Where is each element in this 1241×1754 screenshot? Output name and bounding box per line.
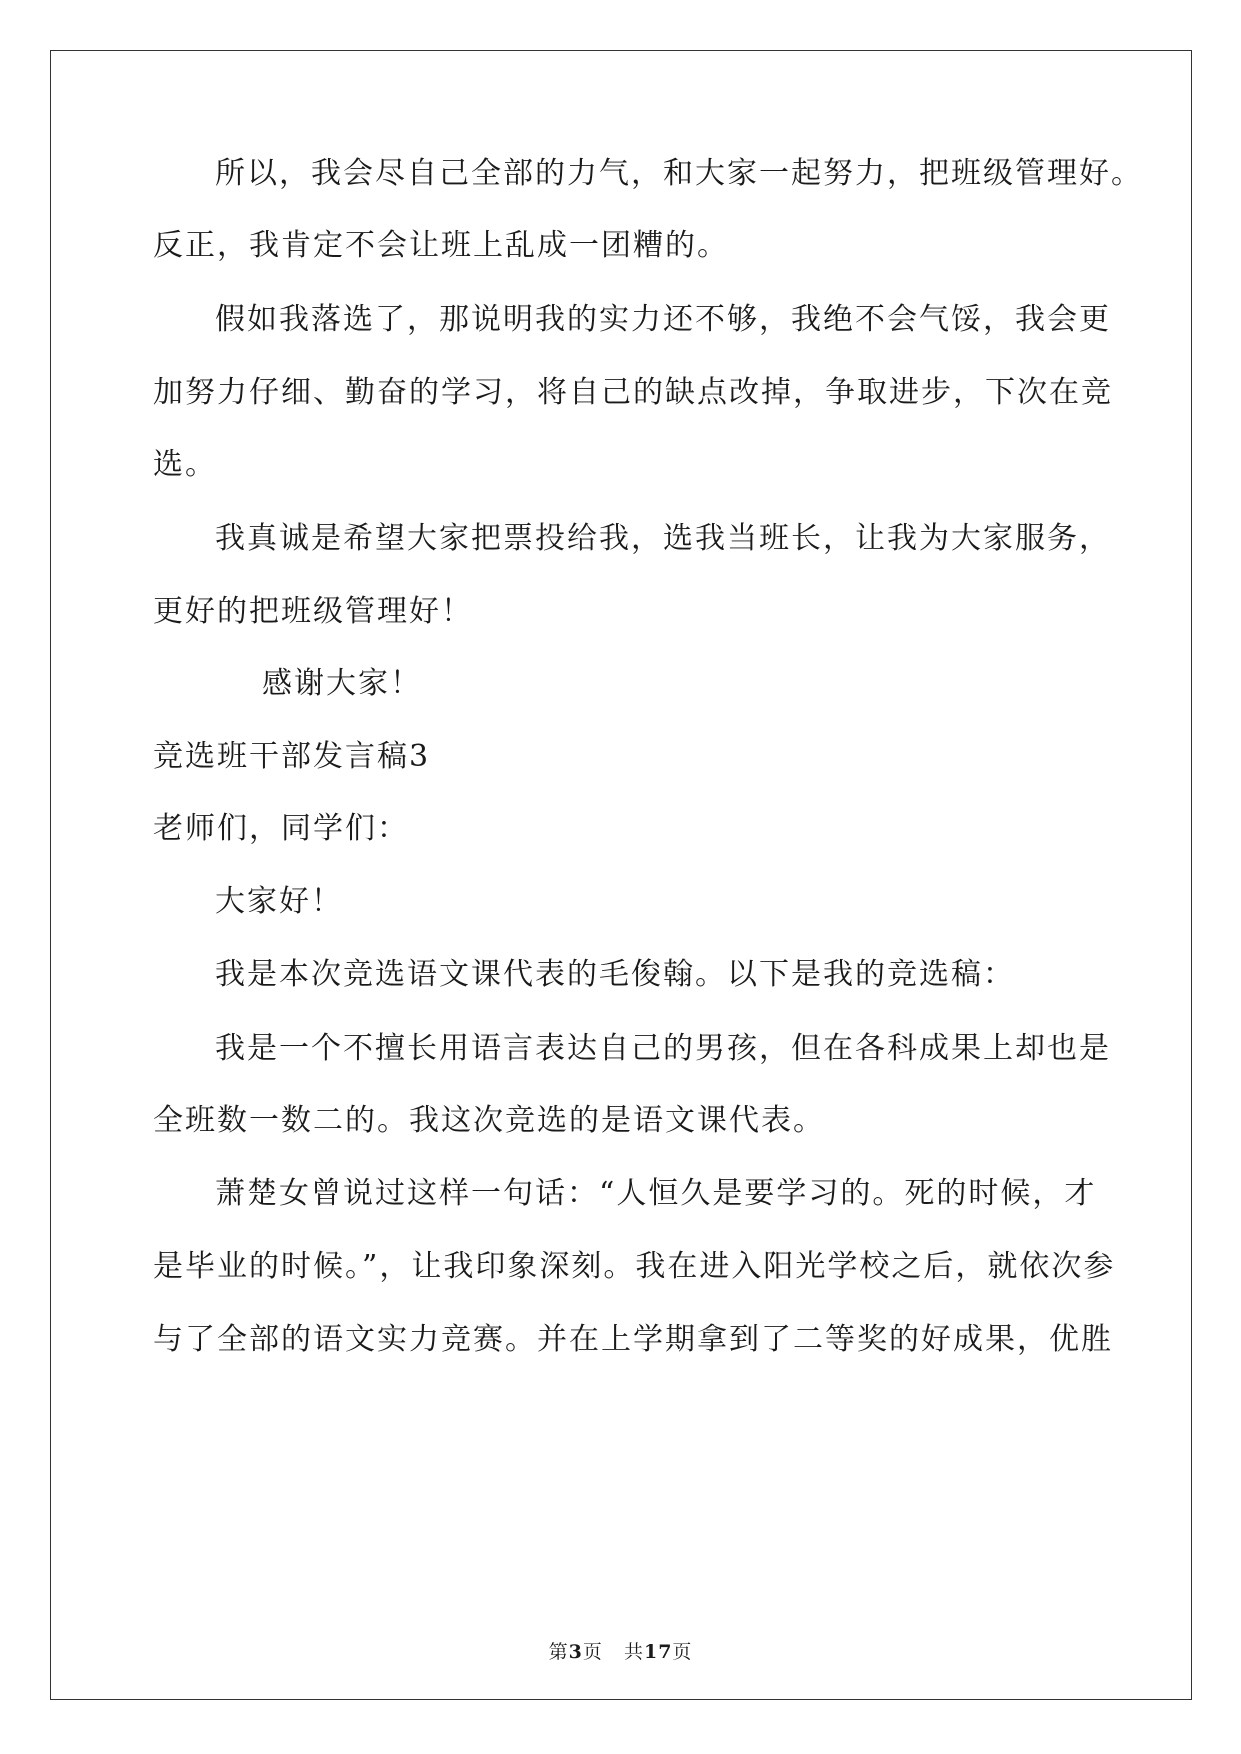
closing-line: 感谢大家！ <box>262 666 422 701</box>
footer-total-suffix: 页 <box>672 1641 693 1663</box>
paragraph-line: 加努力仔细、勤奋的学习，将自己的缺点改掉，争取进步，下次在竞 <box>153 375 1113 410</box>
page-border <box>50 50 1192 1700</box>
page-footer <box>0 1640 1241 1664</box>
paragraph-line: 选。 <box>153 447 217 482</box>
salutation-line: 老师们，同学们： <box>153 811 409 846</box>
footer-page-number: 3 <box>568 1641 583 1663</box>
greeting-line: 大家好！ <box>215 884 343 919</box>
paragraph-line: 全班数一数二的。我这次竞选的是语文课代表。 <box>153 1103 825 1138</box>
footer-page-suffix: 页 <box>582 1641 603 1663</box>
paragraph-line: 所以，我会尽自己全部的力气，和大家一起努力，把班级管理好。 <box>215 156 1143 191</box>
paragraph-line: 我是一个不擅长用语言表达自己的男孩，但在各科成果上却也是 <box>215 1031 1111 1066</box>
footer-total-prefix: 共 <box>623 1641 644 1663</box>
paragraph-line: 假如我落选了，那说明我的实力还不够，我绝不会气馁，我会更 <box>215 302 1111 337</box>
paragraph-line: 我真诚是希望大家把票投给我，选我当班长，让我为大家服务， <box>215 521 1111 556</box>
paragraph-line: 萧楚女曾说过这样一句话：“人恒久是要学习的。死的时候，才 <box>215 1176 1097 1211</box>
footer-total-pages: 17 <box>643 1641 673 1663</box>
paragraph-line: 更好的把班级管理好！ <box>153 594 473 629</box>
paragraph-line: 与了全部的语文实力竞赛。并在上学期拿到了二等奖的好成果，优胜 <box>153 1322 1113 1357</box>
section-heading: 竞选班干部发言稿3 <box>153 739 431 774</box>
footer-page-prefix: 第 <box>548 1641 569 1663</box>
paragraph-line: 反正，我肯定不会让班上乱成一团糟的。 <box>153 228 729 263</box>
paragraph-line: 我是本次竞选语文课代表的毛俊翰。以下是我的竞选稿： <box>215 957 1015 992</box>
paragraph-line: 是毕业的时候。”，让我印象深刻。我在进入阳光学校之后，就依次参 <box>153 1249 1116 1284</box>
